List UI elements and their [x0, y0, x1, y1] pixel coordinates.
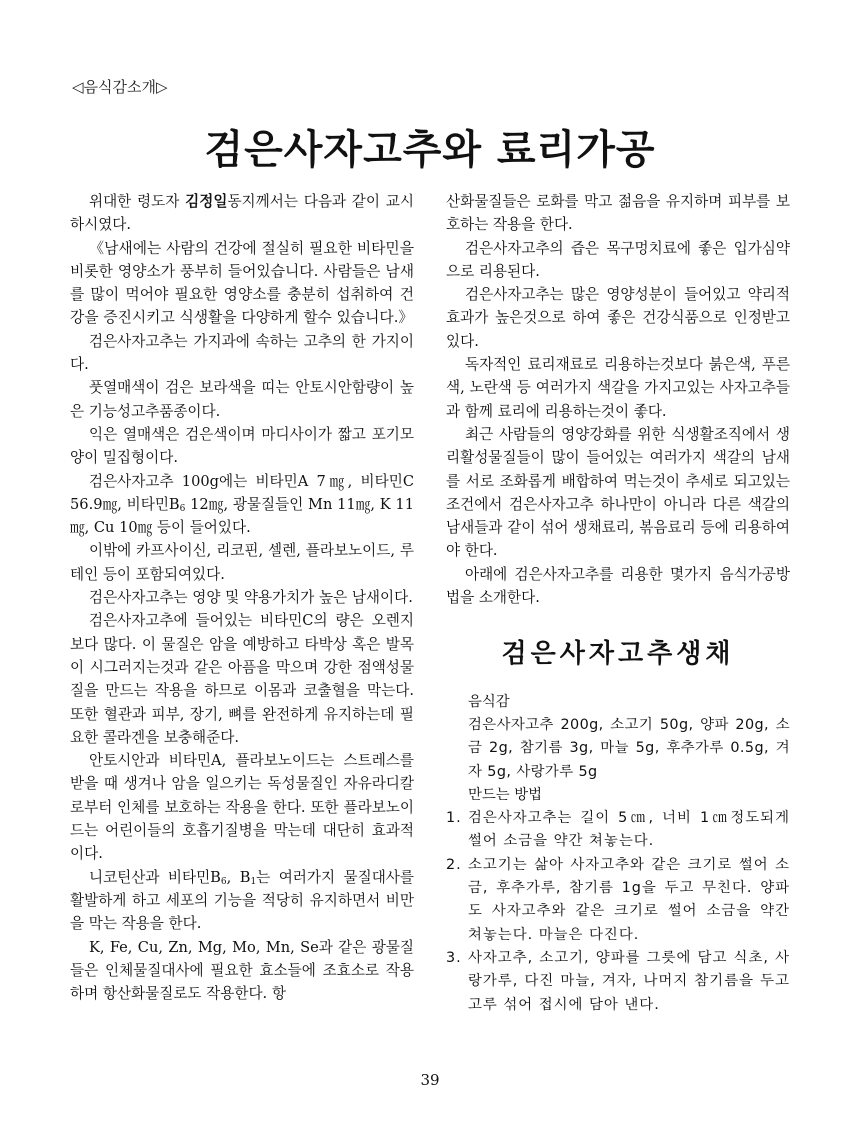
method-heading: 만드는 방법	[468, 786, 543, 803]
recipe-section	[446, 691, 790, 1017]
body-paragraph: 익은 열매색은 검은색이며 마디사이가 짧고 포기모양이 밀집형이다.	[70, 425, 414, 467]
body-paragraph	[70, 866, 414, 936]
body-paragraph: 산화물질들은 로화를 막고 젊음을 유지하며 피부를 보호하는 작용을 한다.	[446, 193, 790, 234]
step-text: 사자고추, 소고기, 양파를 그릇에 담고 식초, 사랑가루, 다진 마늘, 겨자, 나머지 참기름을 두고 고루 섞어 접시에 담아 낸다.	[468, 949, 790, 1013]
ingredients-list: 검은사자고추 200g, 소고기 50g, 양파 20g, 소금 2g, 참기름 3g, 마늘 5g, 후추가루 0.5g, 겨자 5g, 사랑가루 5g	[468, 716, 790, 780]
body-paragraph: 검은사자고추는 영양 및 약용가치가 높은 남새이다.	[88, 589, 413, 607]
subscript: 6	[220, 876, 227, 887]
recipe-title: 검은사자고추생채	[501, 639, 735, 670]
text-run: , B	[226, 868, 251, 886]
intro-text-pre: 위대한 령도자	[88, 193, 186, 210]
quote-paragraph: 《남새에는 사람의 건강에 절실히 필요한 비타민을 비롯한 영양소가 풍부히 들어있습니다. 사람들은 남새를 많이 먹어야 필요한 영양소를 충분히 섭취하여 건강을 증진시키고 식생활을 다양하게 할수 있습니다.》	[70, 239, 414, 327]
leader-name: 김정일	[185, 193, 228, 210]
left-column	[70, 190, 414, 1005]
page-title: 검은사자고추와 료리가공	[204, 127, 656, 173]
body-paragraph: 검은사자고추는 많은 영양성분이 들어있고 약리적효과가 높은것으로 하여 좋은 건강식품으로 인정받고있다.	[446, 286, 790, 350]
body-paragraph: 검은사자고추 100g에는 비타민A 7㎎, 비타민C 56.9㎎, 비타민$B_6$ 12㎎, 광물질들인 Mn 11㎎, K 11㎎, Cu 10㎎ 등이 들어있다.	[70, 472, 414, 537]
method-step	[446, 947, 790, 1017]
step-text: 소고기는 삶아 사자고추와 같은 크기로 썰어 소금, 후추가루, 참기름 1g을 두고 무친다. 양파도 사자고추와 같은 크기로 썰어 소금을 약간 쳐놓는다. 마늘은 다진다.	[468, 856, 790, 943]
body-paragraph: 안토시안과 비타민A, 플라보노이드는 스트레스를 받을 때 생겨나 암을 일으키는 독성물질인 자유라디칼로부터 인체를 보호하는 작용을 한다. 또한 플라보노이드는 어린이들의 호흡기질병을 막는데 대단히 효과적이다.	[70, 752, 414, 863]
body-paragraph: 최근 사람들의 영양강화를 위한 식생활조직에서 생리활성물질들이 많이 들어있는 여러가지 색갈의 남새를 서로 조화롭게 배합하여 먹는것이 추세로 되고있는 조건에서 검은사자고추 하나만이 아니라 다른 색갈의 남새들과 같이 섞어 생채료리, 볶음료리 등에 리용하여야 한다.	[446, 425, 790, 560]
body-paragraph: 아래에 검은사자고추를 리용한 몇가지 음식가공방법을 소개한다.	[446, 565, 790, 607]
method-step	[446, 807, 790, 854]
step-number: 1.	[446, 810, 462, 827]
step-number: 2.	[446, 856, 462, 873]
text-run: 는 여러가지 물질대사를 활발하게 하고 세포의 기능을 적당히 유지하면서 비만을 막는 작용을 한다.	[70, 868, 414, 933]
text-run: 니코틴산과 비타민B	[88, 868, 221, 886]
body-paragraph: K, Fe, Cu, Zn, Mg, Mo, Mn, Se과 같은 광물질들은 인체물질대사에 필요한 효소들에 조효소로 작용하며 항산화물질로도 작용한다. 항	[70, 938, 414, 1003]
body-paragraph: 독자적인 료리재료로 리용하는것보다 붉은색, 푸른색, 노란색 등 여러가지 색갈을 가지고있는 사자고추들과 함께 료리에 리용하는것이 좋다.	[446, 356, 790, 420]
section-tag: ◁음식감소개▷	[72, 78, 168, 96]
method-steps	[446, 807, 790, 1017]
body-paragraph: 검은사자고추에 들어있는 비타민C의 량은 오렌지보다 많다. 이 물질은 암을 예방하고 타박상 혹은 발목이 시그러지는것과 같은 아픔을 막으며 강한 점액성물질을 만드는 작용을 하므로 이몸과 코출혈을 막는다. 또한 혈관과 피부, 장기, 뼈를 완전하게 유지하는데 필요한 콜라겐을 보충해준다.	[70, 612, 414, 746]
intro-paragraph	[70, 190, 414, 237]
right-column	[446, 190, 790, 1017]
page-number: 39	[420, 1071, 440, 1089]
body-paragraph: 검은사자고추는 가지과에 속하는 고추의 한 가지이다.	[70, 332, 414, 374]
body-paragraph: 풋열매색이 검은 보라색을 띠는 안토시안함량이 높은 기능성고추품종이다.	[70, 379, 414, 420]
intro-text-post: 동지께서는 다음과 같이 교시하시였다.	[70, 193, 414, 234]
step-text: 검은사자고추는 길이 5㎝, 너비 1㎝정도되게 썰어 소금을 약간 쳐놓는다.	[468, 810, 790, 850]
method-step	[446, 854, 790, 947]
ingredients-heading: 음식감	[468, 693, 510, 710]
body-paragraph: 검은사자고추의 즙은 목구멍치료에 좋은 입가심약으로 리용된다.	[446, 239, 790, 280]
step-number: 3.	[446, 949, 462, 966]
subscript: 1	[250, 876, 257, 887]
subscript: 6	[179, 503, 186, 514]
body-paragraph: 이밖에 카프사이신, 리코핀, 셀렌, 플라보노이드, 루테인 등이 포함되여있다.	[70, 542, 414, 583]
